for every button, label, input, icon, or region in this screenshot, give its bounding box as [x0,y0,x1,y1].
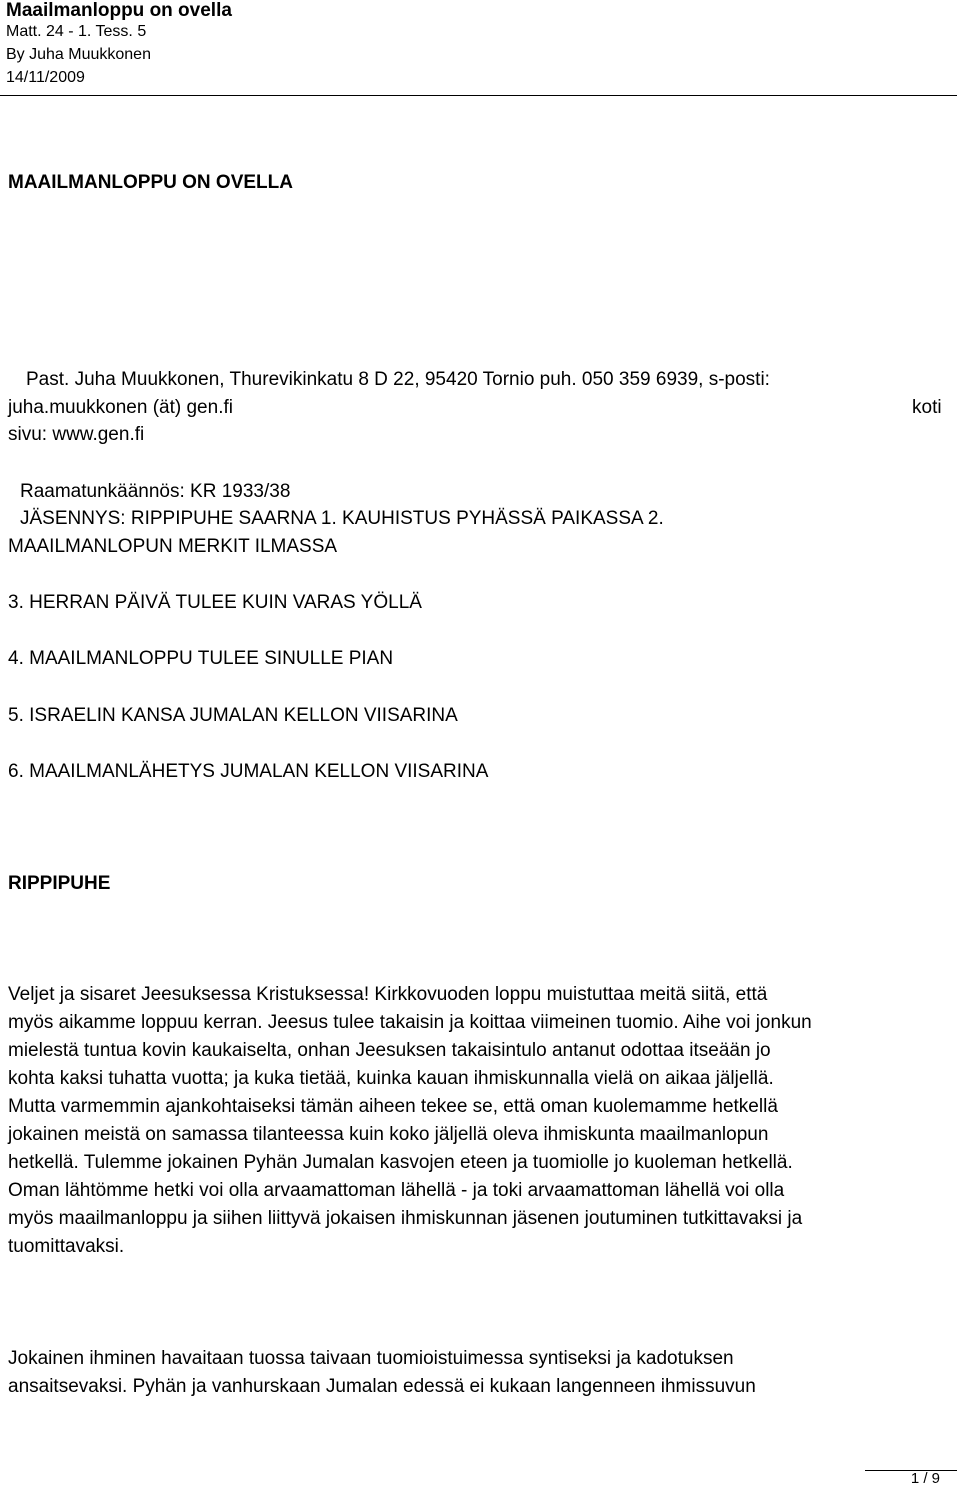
contact-website: sivu: www.gen.fi [8,424,145,445]
paragraph-line: myös aikamme loppuu kerran. Jeesus tulee takaisin ja koittaa viimeinen tuomio. Aihe voi jonkun [8,1012,812,1033]
outline-item: 6. MAAILMANLÄHETYS JUMALAN KELLON VIISARINA [8,761,489,782]
paragraph-line: ansaitsevaksi. Pyhän ja vanhurskaan Jumalan edessä ei kukaan langenneen ihmissuvun [8,1376,756,1397]
header-title: Maailmanloppu on ovella [6,0,232,21]
paragraph-line: tuomittavaksi. [8,1236,125,1257]
header-date: 14/11/2009 [6,69,85,86]
contact-email: juha.muukkonen (ät) gen.fi [8,397,233,418]
section-heading: RIPPIPUHE [8,873,111,894]
paragraph-line: Jokainen ihminen havaitaan tuossa taivaan tuomioistuimessa syntiseksi ja kadotuksen [8,1348,734,1369]
outline-item: 4. MAAILMANLOPPU TULEE SINULLE PIAN [8,648,394,669]
translation-note: Raamatunkäännös: KR 1933/38 [20,481,291,502]
outline-item: 5. ISRAELIN KANSA JUMALAN KELLON VIISARINA [8,705,458,726]
paragraph-line: hetkellä. Tulemme jokainen Pyhän Jumalan kasvojen eteen ja tuomiolle jo kuoleman hetkellä. [8,1152,793,1173]
contact-line-1: Past. Juha Muukkonen, Thurevikinkatu 8 D 22, 95420 Tornio puh. 050 359 6939, s-posti: [26,369,770,390]
paragraph-1 [8,981,958,1261]
header-divider [0,95,957,96]
paragraph-line: Oman lähtömme hetki voi olla arvaamattoman lähellä - ja toki arvaamattoman lähellä voi olla [8,1180,785,1201]
outline-line-1: JÄSENNYS: RIPPIPUHE SAARNA 1. KAUHISTUS PYHÄSSÄ PAIKASSA 2. [20,508,664,529]
page-number: 1 / 9 [910,1470,940,1487]
header-author: By Juha Muukkonen [6,46,151,63]
paragraph-line: myös maailmanloppu ja siihen liittyvä jokaisen ihmiskunnan jäsenen joutuminen tutkittavaksi ja [8,1208,803,1229]
outline-item: 3. HERRAN PÄIVÄ TULEE KUIN VARAS YÖLLÄ [8,592,422,613]
document-title: MAAILMANLOPPU ON OVELLA [8,172,293,193]
paragraph-line: jokainen meistä on samassa tilanteessa kuin koko jäljellä oleva ihmiskunta maailmanlopun [8,1124,769,1145]
paragraph-2 [8,1345,958,1401]
header-reference: Matt. 24 - 1. Tess. 5 [6,23,147,40]
paragraph-line: mielestä tuntua kovin kaukaiselta, onhan Jeesuksen takaisintulo antanut odottaa itseään jo [8,1040,771,1061]
outline-line-2: MAAILMANLOPUN MERKIT ILMASSA [8,536,338,557]
contact-koti: koti [912,397,942,418]
paragraph-line: kohta kaksi tuhatta vuotta; ja kuka tietää, kuinka kauan ihmiskunnalla vielä on aikaa jäljellä. [8,1068,774,1089]
paragraph-line: Veljet ja sisaret Jeesuksessa Kristuksessa! Kirkkovuoden loppu muistuttaa meitä siitä, että [8,984,768,1005]
paragraph-line: Mutta varmemmin ajankohtaiseksi tämän aiheen tekee se, että oman kuolemamme hetkellä [8,1096,778,1117]
